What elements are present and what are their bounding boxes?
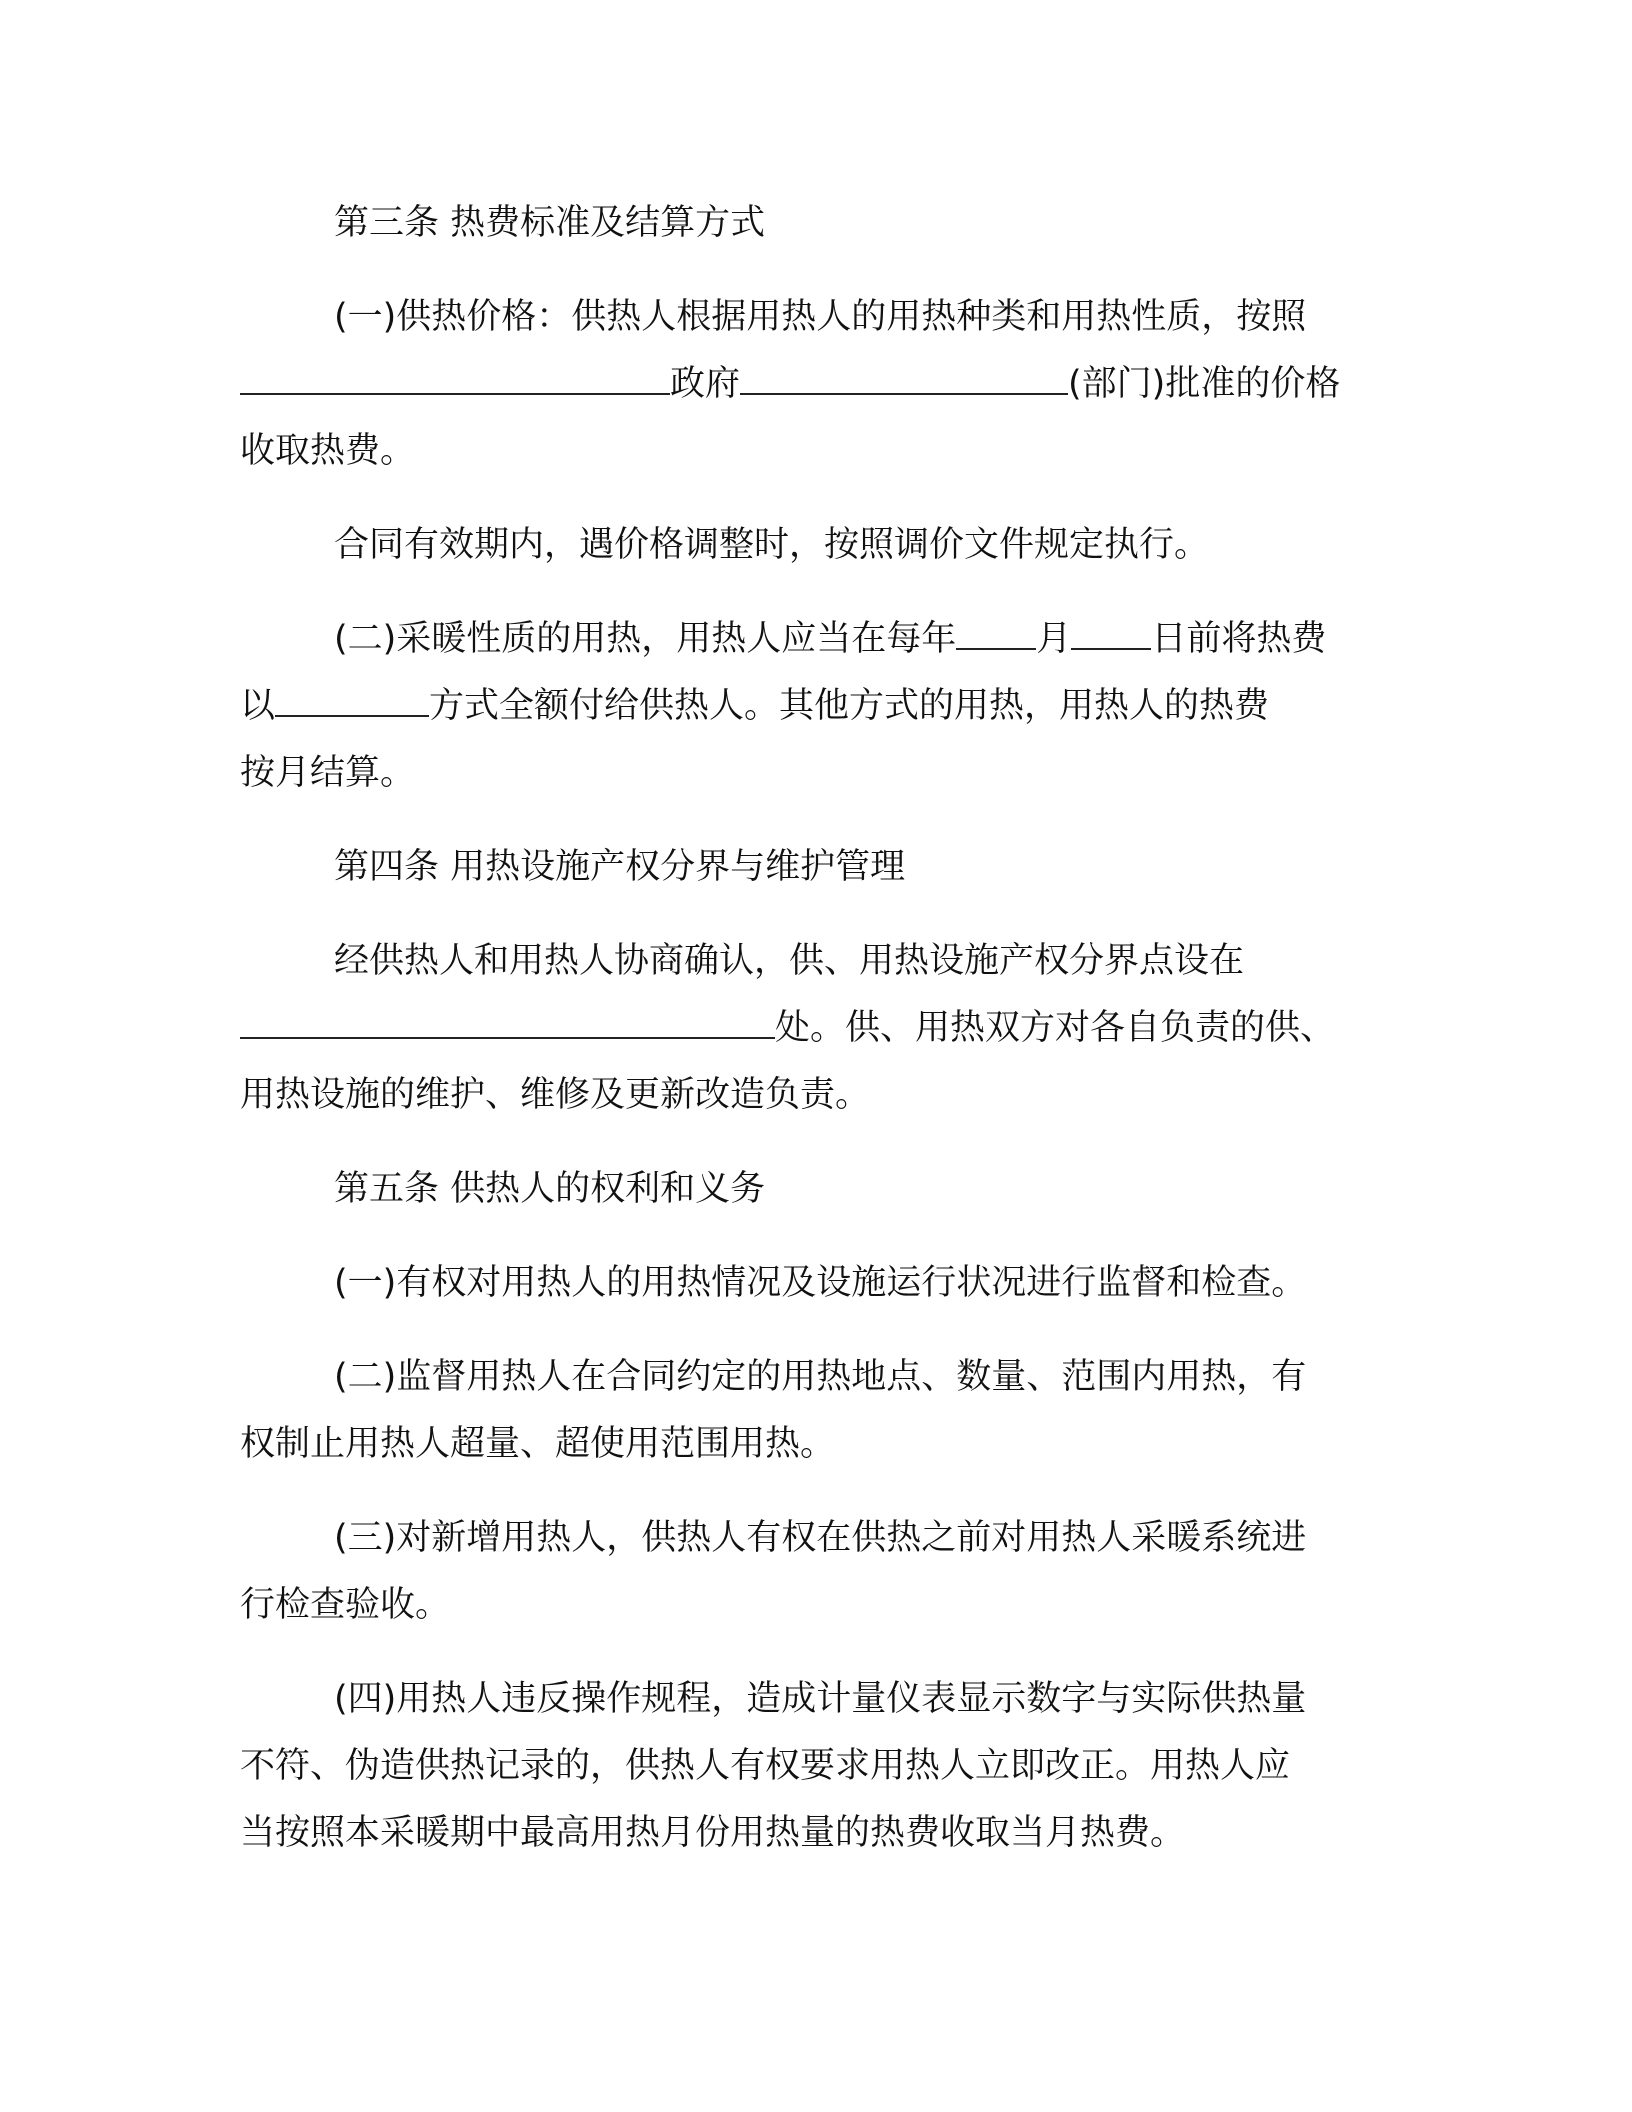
- clause-text: (部门)批准的价格: [1068, 364, 1341, 404]
- article-3-clause-2: [240, 606, 1380, 807]
- clause-text: 当按照本采暖期中最高用热月份用热量的热费收取当月热费。: [240, 1813, 1186, 1853]
- fill-blank[interactable]: [1071, 614, 1151, 650]
- clause-text: 政府: [670, 364, 741, 404]
- clause-text: 用热设施的维护、维修及更新改造负责。: [240, 1075, 871, 1115]
- clause-text: 收取热费。: [240, 431, 416, 471]
- fill-blank[interactable]: [740, 359, 1068, 395]
- article-3-heading: 第三条 热费标准及结算方式: [334, 203, 766, 243]
- clause-text: 不符、伪造供热记录的，供热人有权要求用热人立即改正。用热人应: [240, 1746, 1291, 1786]
- clause-text: 权制止用热人超量、超使用范围用热。: [240, 1424, 836, 1464]
- article-5-clause-2: [240, 1344, 1380, 1478]
- article-5-heading: 第五条 供热人的权利和义务: [334, 1169, 766, 1209]
- fill-blank[interactable]: [275, 681, 429, 717]
- clause-text: 月: [1036, 619, 1072, 659]
- clause-line: [240, 995, 1380, 1062]
- article-5-clause-3: [240, 1505, 1380, 1639]
- clause-text: (二)监督用热人在合同约定的用热地点、数量、范围内用热，有: [334, 1357, 1307, 1397]
- article-4-clause: [240, 928, 1380, 1129]
- article-4-heading: 第四条 用热设施产权分界与维护管理: [334, 847, 906, 887]
- clause-text: (三)对新增用热人，供热人有权在供热之前对用热人采暖系统进: [334, 1518, 1307, 1558]
- fill-blank[interactable]: [240, 1003, 775, 1039]
- clause-line: [240, 673, 1380, 740]
- fill-blank[interactable]: [956, 614, 1036, 650]
- clause-text: (四)用热人违反操作规程，造成计量仪表显示数字与实际供热量: [334, 1679, 1307, 1719]
- clause-text: 行检查验收。: [240, 1585, 451, 1625]
- clause-text: 以: [240, 686, 276, 726]
- clause-text: (一)供热价格：供热人根据用热人的用热种类和用热性质，按照: [334, 297, 1307, 337]
- article-5-clause-4: [240, 1666, 1380, 1867]
- clause-text: 日前将热费: [1151, 619, 1327, 659]
- clause-line: [240, 351, 1380, 418]
- article-5-clause-1: (一)有权对用热人的用热情况及设施运行状况进行监督和检查。: [334, 1263, 1307, 1303]
- article-3-price-adjustment: 合同有效期内，遇价格调整时，按照调价文件规定执行。: [334, 525, 1210, 565]
- clause-text: 经供热人和用热人协商确认，供、用热设施产权分界点设在: [334, 941, 1245, 981]
- clause-text: 处。供、用热双方对各自负责的供、: [775, 1008, 1336, 1048]
- clause-text: 方式全额付给供热人。其他方式的用热，用热人的热费: [429, 686, 1270, 726]
- clause-line: [240, 606, 1380, 673]
- clause-text: 按月结算。: [240, 753, 416, 793]
- fill-blank[interactable]: [240, 359, 670, 395]
- article-3-clause-1: [240, 284, 1380, 485]
- document-page: [240, 190, 1380, 1894]
- clause-text: (二)采暖性质的用热，用热人应当在每年: [334, 619, 957, 659]
